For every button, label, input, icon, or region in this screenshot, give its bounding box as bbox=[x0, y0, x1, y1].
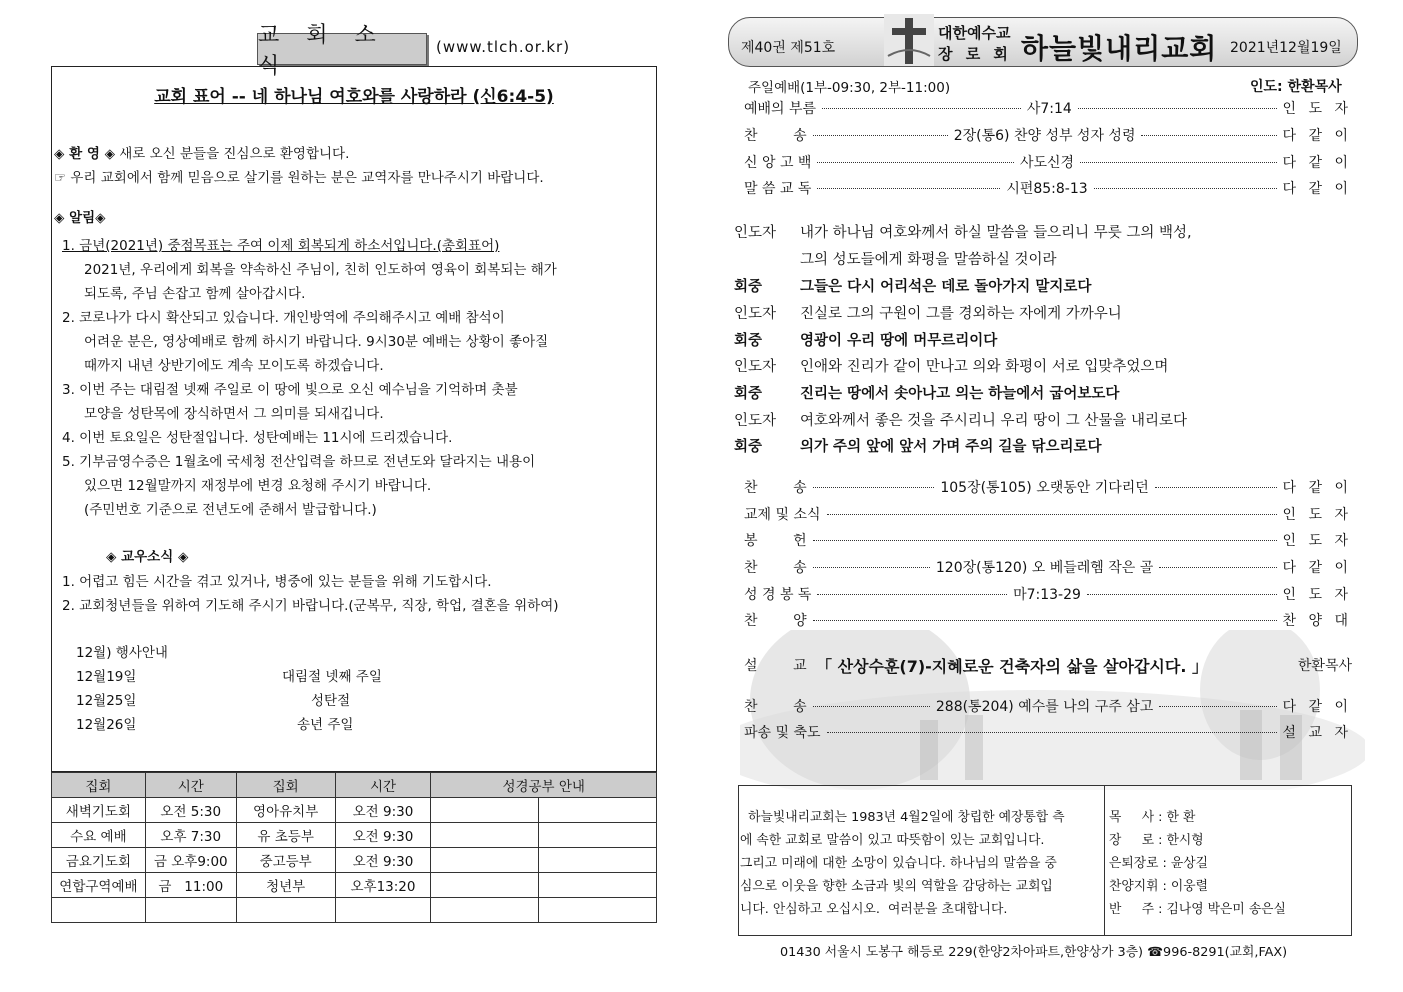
responsive-line bbox=[734, 435, 1101, 456]
table-cell: 오후 7:30 bbox=[145, 823, 236, 848]
table-row bbox=[52, 898, 657, 923]
responsive-line bbox=[734, 248, 1057, 269]
sermon-row bbox=[744, 652, 1352, 678]
leader-dots bbox=[1094, 187, 1277, 189]
table-cell: 청년부 bbox=[236, 873, 335, 898]
notice-5c: (주민번호 기준으로 전년도에 준해서 발급합니다.) bbox=[84, 502, 377, 518]
order-label: 찬 송 bbox=[744, 128, 807, 144]
notice-2b: 어려운 분은, 영상예배로 함께 하시기 바랍니다. 9시30분 예배는 상황이 좋아질 bbox=[84, 334, 549, 350]
responsive-role: 회중 bbox=[734, 386, 763, 402]
order-who: 설 교 자 bbox=[1282, 725, 1352, 741]
table-cell bbox=[431, 848, 539, 873]
church-url[interactable]: (www.tlch.or.kr) bbox=[436, 38, 571, 56]
church-address: 01430 서울시 도봉구 해등로 229(한양2차아파트,한양상가 3층) ☎996-8291(교회,FAX) bbox=[780, 945, 1288, 960]
order-label: 찬 양 bbox=[744, 613, 807, 629]
table-cell bbox=[539, 823, 657, 848]
intro-line: 하늘빛내리교회는 1983년 4월2일에 창립한 예장통합 측 bbox=[740, 810, 1065, 825]
order-content: 시편85:8-13 bbox=[1006, 181, 1088, 197]
events-heading: 12월) 행사안내 bbox=[76, 645, 168, 661]
table-header: 집회 bbox=[236, 773, 335, 798]
table-cell: 오전 5:30 bbox=[145, 798, 236, 823]
cross-logo-icon bbox=[884, 14, 934, 66]
leader-dots bbox=[1078, 107, 1277, 109]
order-item bbox=[744, 721, 1352, 743]
notice-1a: 1. 금년(2021년) 중점목표는 주여 이제 회복되게 하소서입니다.(총회표어) bbox=[62, 238, 500, 254]
order-label: 찬 송 bbox=[744, 560, 807, 576]
responsive-text: 그들은 다시 어리석은 데로 돌아가지 말지로다 bbox=[800, 279, 1092, 295]
notice-2a: 2. 코로나가 다시 확산되고 있습니다. 개인방역에 주의해주시고 예배 참석이 bbox=[62, 310, 505, 326]
responsive-line bbox=[734, 221, 1192, 242]
leader-dots bbox=[1159, 566, 1276, 568]
leader-dots bbox=[813, 539, 1277, 541]
notice-5b: 있으면 12월말까지 재정부에 변경 요청해 주시기 바랍니다. bbox=[84, 478, 432, 494]
table-cell: 유 초등부 bbox=[236, 823, 335, 848]
leader-dots bbox=[1080, 161, 1276, 163]
staff-item: 찬양지휘 : 이웅렬 bbox=[1109, 879, 1208, 894]
welcome-text: 새로 오신 분들을 진심으로 환영합니다. bbox=[114, 146, 350, 162]
table-cell bbox=[431, 823, 539, 848]
table-row bbox=[52, 823, 657, 848]
leader-dots bbox=[813, 705, 930, 707]
leader-dots bbox=[827, 731, 1277, 733]
order-who: 다 같 이 bbox=[1282, 181, 1353, 197]
staff-item: 목 사 : 한 환 bbox=[1109, 810, 1196, 825]
denomination-line1: 대한예수교 bbox=[938, 24, 1011, 42]
meeting-schedule-table bbox=[51, 772, 657, 923]
order-who: 다 같 이 bbox=[1282, 155, 1353, 171]
welcome-line bbox=[54, 142, 349, 162]
responsive-line bbox=[734, 302, 1122, 323]
leader-dots bbox=[1141, 134, 1276, 136]
sermon-preacher: 한환목사 bbox=[1297, 658, 1352, 674]
news-title: 교 회 소 식 bbox=[257, 33, 427, 65]
notice-1c: 되도록, 주님 손잡고 함께 살아갑시다. bbox=[84, 286, 306, 302]
order-item bbox=[744, 695, 1352, 717]
intro-line: 니다. 안심하고 오십시오. 여러분을 초대합니다. bbox=[740, 902, 1008, 917]
table-header-row bbox=[52, 773, 657, 798]
table-cell: 연합구역예배 bbox=[52, 873, 146, 898]
notice-2c: 때까지 내년 상반기에도 계속 모이도록 하겠습니다. bbox=[84, 358, 384, 374]
responsive-line bbox=[734, 409, 1187, 430]
volume-number: 제40권 제51호 bbox=[741, 40, 836, 56]
church-name: 하늘빛내리교회 bbox=[1021, 32, 1218, 65]
table-header: 집회 bbox=[52, 773, 146, 798]
responsive-role: 회중 bbox=[734, 333, 763, 349]
event-name: 성탄절 bbox=[311, 693, 351, 709]
order-item bbox=[744, 609, 1352, 631]
notice-3b: 모양을 성탄목에 장식하면서 그 의미를 되새깁니다. bbox=[84, 406, 384, 422]
order-label: 파송 및 축도 bbox=[744, 725, 821, 741]
notice-4: 4. 이번 토요일은 성탄절입니다. 성탄예배는 11시에 드리겠습니다. bbox=[62, 430, 453, 446]
order-content: 120장(통120) 오 베들레헴 작은 골 bbox=[935, 560, 1154, 576]
table-row bbox=[52, 873, 657, 898]
order-item bbox=[744, 124, 1352, 146]
order-label: 찬 송 bbox=[744, 699, 807, 715]
order-who: 찬 양 대 bbox=[1282, 613, 1352, 629]
table-cell: 새벽기도회 bbox=[52, 798, 146, 823]
order-label: 말 씀 교 독 bbox=[744, 181, 812, 197]
leader-dots bbox=[1155, 486, 1277, 488]
leader-dots bbox=[817, 187, 1000, 189]
table-row bbox=[52, 848, 657, 873]
order-label: 신 앙 고 백 bbox=[744, 155, 812, 171]
table-cell: 금 11:00 bbox=[145, 873, 236, 898]
staff-item: 은퇴장로 : 윤상길 bbox=[1109, 856, 1208, 871]
member-news-1: 1. 어렵고 힘든 시간을 겪고 있거나, 병중에 있는 분들을 위해 기도합시다. bbox=[62, 574, 492, 590]
order-label: 봉 헌 bbox=[744, 533, 807, 549]
table-cell bbox=[52, 898, 146, 923]
responsive-line bbox=[734, 329, 997, 350]
order-item bbox=[744, 503, 1352, 525]
responsive-line bbox=[734, 275, 1091, 296]
notice-3a: 3. 이번 주는 대림절 넷째 주일로 이 땅에 빛으로 오신 예수님을 기억하며 촛불 bbox=[62, 382, 518, 398]
order-who: 인 도 자 bbox=[1282, 101, 1352, 117]
order-label: 예배의 부름 bbox=[744, 101, 817, 117]
church-intro bbox=[740, 806, 1102, 921]
table-cell: 오전 9:30 bbox=[335, 848, 431, 873]
responsive-text: 내가 하나님 여호와께서 하실 말씀을 들으리니 무릇 그의 백성, bbox=[800, 225, 1192, 241]
order-content: 마7:13-29 bbox=[1013, 587, 1081, 603]
order-label: 찬 송 bbox=[744, 480, 807, 496]
order-who: 다 같 이 bbox=[1282, 560, 1352, 576]
sermon-title: 「 산상수훈(7)-지혜로운 건축자의 삶을 살아갑시다. 」 bbox=[816, 656, 1208, 676]
responsive-line bbox=[734, 355, 1168, 376]
welcome-note: ☞ 우리 교회에서 함께 믿음으로 살기를 원하는 분은 교역자를 만나주시기 바랍니다. bbox=[54, 170, 544, 186]
leader-dots bbox=[822, 107, 1021, 109]
staff-list bbox=[1109, 806, 1286, 921]
table-cell bbox=[431, 873, 539, 898]
order-label: 교제 및 소식 bbox=[744, 507, 821, 523]
table-cell bbox=[236, 898, 335, 923]
staff-item: 장 로 : 한시형 bbox=[1109, 833, 1204, 848]
order-label: 성 경 봉 독 bbox=[744, 587, 812, 603]
order-content: 105장(통105) 오랫동안 기다리던 bbox=[940, 480, 1149, 496]
order-item bbox=[744, 177, 1352, 199]
order-item bbox=[744, 529, 1352, 551]
notice-1b: 2021년, 우리에게 회복을 약속하신 주님이, 친히 인도하여 영육이 회복되는 해가 bbox=[84, 262, 557, 278]
denomination-line2: 장 로 회 bbox=[938, 45, 1012, 63]
member-news-heading: ◈ 교우소식 ◈ bbox=[106, 549, 189, 565]
table-cell bbox=[539, 848, 657, 873]
intro-line: 심으로 이웃을 향한 소금과 빛의 역할을 감당하는 교회입 bbox=[740, 879, 1053, 894]
responsive-role: 회중 bbox=[734, 439, 763, 455]
table-header: 시간 bbox=[335, 773, 431, 798]
responsive-role: 회중 bbox=[734, 279, 763, 295]
event-name: 대림절 넷째 주일 bbox=[282, 669, 382, 685]
order-who: 다 같 이 bbox=[1282, 480, 1352, 496]
event-date: 12월19일 bbox=[76, 669, 137, 685]
table-header: 시간 bbox=[145, 773, 236, 798]
responsive-text: 여호와께서 좋은 것을 주시리니 우리 땅이 그 산물을 내리로다 bbox=[800, 413, 1188, 429]
table-cell: 오전 9:30 bbox=[335, 823, 431, 848]
leader-dots bbox=[1159, 705, 1276, 707]
responsive-line bbox=[734, 382, 1119, 403]
leader-dots bbox=[813, 134, 948, 136]
event-date: 12월26일 bbox=[76, 717, 137, 733]
leader-dots bbox=[813, 486, 935, 488]
table-cell: 오후13:20 bbox=[335, 873, 431, 898]
responsive-text: 인애와 진리가 같이 만나고 의와 화평이 서로 입맞추었으며 bbox=[800, 359, 1169, 375]
order-content: 사도신경 bbox=[1019, 155, 1075, 171]
order-item bbox=[744, 151, 1352, 173]
bulletin-date: 2021년12월19일 bbox=[1230, 40, 1342, 56]
order-who: 인 도 자 bbox=[1282, 587, 1352, 603]
order-who: 인 도 자 bbox=[1282, 507, 1352, 523]
responsive-text: 영광이 우리 땅에 머무르리이다 bbox=[800, 333, 998, 349]
sermon-label: 설 교 bbox=[744, 658, 807, 674]
responsive-text: 의가 주의 앞에 앞서 가며 주의 길을 닦으리로다 bbox=[800, 439, 1102, 455]
order-item bbox=[744, 583, 1352, 605]
notice-5a: 5. 기부금영수증은 1월초에 국세청 전산입력을 하므로 전년도와 달라지는 내용이 bbox=[62, 454, 536, 470]
leader-dots bbox=[817, 161, 1013, 163]
order-item bbox=[744, 476, 1352, 498]
table-cell: 영아유치부 bbox=[236, 798, 335, 823]
intro-line: 그리고 미래에 대한 소망이 있습니다. 하나님의 말씀을 중 bbox=[740, 856, 1057, 871]
responsive-role: 인도자 bbox=[734, 225, 777, 241]
order-item bbox=[744, 97, 1352, 119]
table-cell bbox=[539, 798, 657, 823]
event-name: 송년 주일 bbox=[297, 717, 354, 733]
order-content: 288(통204) 예수를 나의 구주 삼고 bbox=[935, 699, 1154, 715]
responsive-text: 진실로 그의 구원이 그를 경외하는 자에게 가까우니 bbox=[800, 306, 1122, 322]
leader-dots bbox=[817, 593, 1007, 595]
table-cell: 오전 9:30 bbox=[335, 798, 431, 823]
order-who: 인 도 자 bbox=[1282, 533, 1352, 549]
notice-heading: ◈ 알림◈ bbox=[54, 210, 106, 226]
leader-dots bbox=[827, 513, 1277, 515]
order-who: 다 같 이 bbox=[1282, 699, 1352, 715]
table-cell bbox=[431, 798, 539, 823]
table-cell bbox=[539, 873, 657, 898]
order-content: 2장(통6) 찬양 성부 성자 성령 bbox=[953, 128, 1136, 144]
service-leader: 인도: 한환목사 bbox=[1250, 79, 1342, 95]
staff-item: 반 주 : 김나영 박은미 송은실 bbox=[1109, 902, 1286, 917]
member-news-2: 2. 교회청년들을 위하여 기도해 주시기 바랍니다.(군복무, 직장, 학업, 결혼을 위하여) bbox=[62, 598, 559, 614]
table-row bbox=[52, 798, 657, 823]
info-divider bbox=[1104, 786, 1105, 935]
church-motto: 교회 표어 -- 네 하나님 여호와를 사랑하라 (신6:4-5) bbox=[154, 87, 554, 107]
table-cell bbox=[431, 898, 539, 923]
table-header: 성경공부 안내 bbox=[431, 773, 657, 798]
responsive-role: 인도자 bbox=[734, 306, 777, 322]
order-content: 사7:14 bbox=[1026, 101, 1072, 117]
order-item bbox=[744, 556, 1352, 578]
table-cell bbox=[335, 898, 431, 923]
table-cell bbox=[145, 898, 236, 923]
table-cell: 수요 예배 bbox=[52, 823, 146, 848]
table-cell: 금 오후9:00 bbox=[145, 848, 236, 873]
table-cell bbox=[539, 898, 657, 923]
welcome-heading: ◈ 환 영 ◈ bbox=[54, 146, 115, 162]
event-date: 12월25일 bbox=[76, 693, 137, 709]
service-time: 주일예배(1부-09:30, 2부-11:00) bbox=[748, 80, 951, 96]
leader-dots bbox=[1087, 593, 1277, 595]
order-who: 다 같 이 bbox=[1282, 128, 1353, 144]
intro-line: 에 속한 교회로 말씀이 있고 따뜻함이 있는 교회입니다. bbox=[740, 833, 1045, 848]
leader-dots bbox=[813, 619, 1277, 621]
responsive-role: 인도자 bbox=[734, 359, 777, 375]
table-cell: 금요기도회 bbox=[52, 848, 146, 873]
responsive-role: 인도자 bbox=[734, 413, 777, 429]
responsive-text: 그의 성도들에게 화평을 말씀하실 것이라 bbox=[800, 252, 1057, 268]
leader-dots bbox=[813, 566, 930, 568]
responsive-text: 진리는 땅에서 솟아나고 의는 하늘에서 굽어보도다 bbox=[800, 386, 1120, 402]
table-cell: 중고등부 bbox=[236, 848, 335, 873]
